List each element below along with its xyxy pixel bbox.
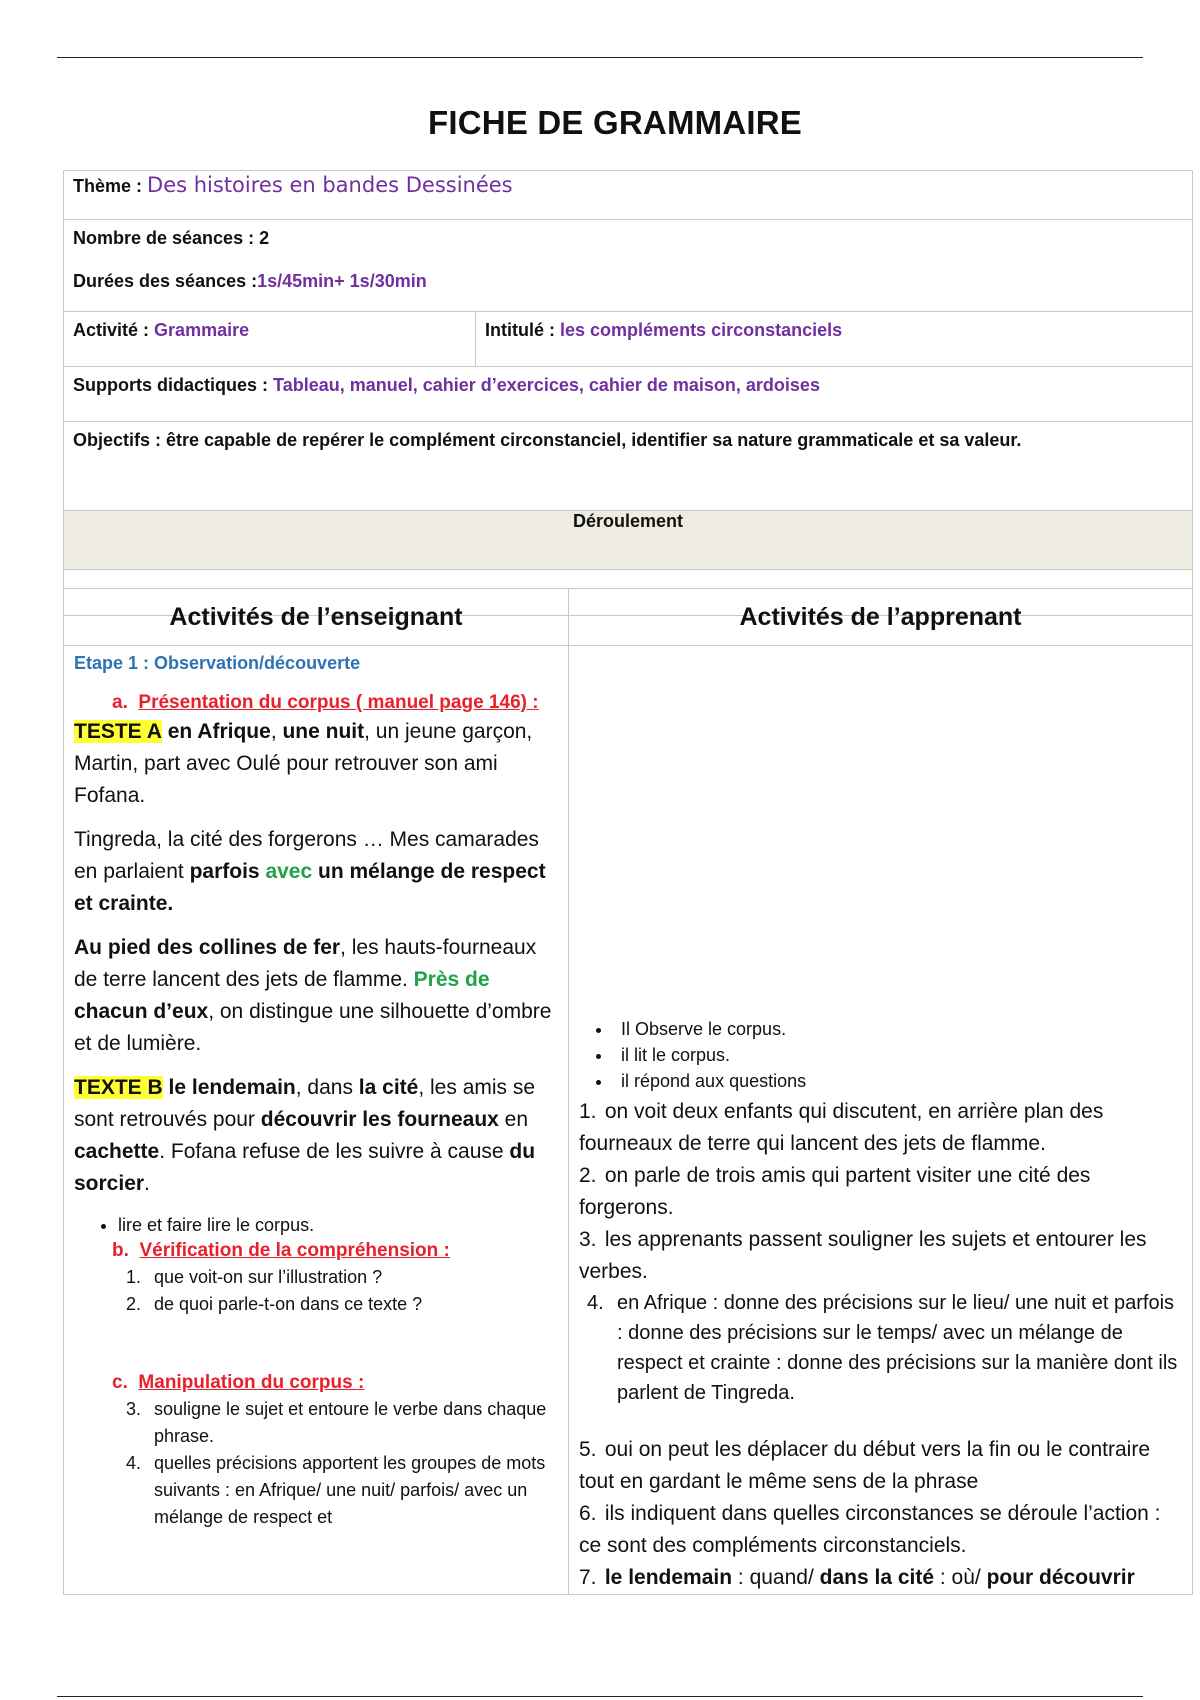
seances-row	[64, 220, 1193, 312]
answer-3-number: 3.	[579, 1228, 597, 1251]
answer-4	[587, 1288, 1182, 1408]
intitule-value: les compléments circonstanciels	[560, 320, 843, 340]
page-title: FICHE DE GRAMMAIRE	[428, 104, 802, 141]
theme-label: Thème :	[73, 176, 143, 196]
header-table	[63, 170, 1193, 616]
p2-bold-1: parfois	[189, 860, 260, 883]
durees-value: 1s/45min+ 1s/30min	[257, 271, 427, 291]
objectifs-text: Objectifs : être capable de repérer le complément circonstanciel, identifier sa nature grammaticale et sa valeur.	[64, 422, 1193, 511]
answer-3	[579, 1224, 1182, 1288]
answer-3-text: les apprenants passent souligner les sujets et entourer les verbes.	[579, 1228, 1147, 1283]
p4-bold-5: du sorcier	[74, 1140, 536, 1195]
section-c-label: Manipulation du corpus :	[138, 1372, 365, 1393]
activite-row	[64, 312, 1193, 367]
p4-bold-2: la cité	[358, 1076, 419, 1099]
manipulation-questions	[74, 1396, 558, 1531]
deroulement-row	[64, 511, 1193, 570]
answer-7-bold-3: pour découvrir	[986, 1566, 1135, 1589]
answer-5-number: 5.	[579, 1438, 597, 1461]
answer-5	[579, 1434, 1182, 1498]
supports-label: Supports didactiques :	[73, 375, 269, 395]
p2-bold-2: un mélange de respect et crainte.	[74, 860, 546, 915]
answer-5-text: oui on peut les déplacer du début vers la fin ou le contraire tout en gardant le même sens de la phrase	[579, 1438, 1151, 1493]
answer-2	[579, 1160, 1182, 1224]
p3-text-2: , on distingue une silhouette d’ombre et de lumière.	[74, 1000, 552, 1055]
texte-b-tag: TEXTE B	[74, 1076, 163, 1099]
teacher-cell	[64, 646, 569, 1595]
section-a-label: Présentation du corpus ( manuel page 146) :	[138, 692, 539, 713]
answer-6-number: 6.	[579, 1502, 597, 1525]
answer-4-number: 4.	[587, 1292, 604, 1314]
list-item: • il répond aux questions	[613, 1068, 1182, 1094]
answer-1	[579, 1096, 1182, 1160]
question-1: 1. que voit-on sur l’illustration ?	[146, 1264, 558, 1291]
p4-text-1: , dans	[295, 1076, 359, 1099]
answer-7-number: 7.	[579, 1566, 597, 1589]
teacher-column-header: Activités de l’enseignant	[64, 589, 569, 646]
section-b-label: Vérification de la compréhension :	[139, 1240, 450, 1261]
p4-text-4: . Fofana refuse de les suivre à cause	[159, 1140, 510, 1163]
section-c	[112, 1370, 558, 1396]
p4-bold-4: cachette	[74, 1140, 160, 1163]
p2-text-1: Tingreda, la cité des forgerons … Mes camarades en parlaient	[74, 828, 539, 883]
texte-a-tag: TESTE A	[74, 720, 162, 743]
theme-row	[64, 171, 1193, 220]
activite-label: Activité :	[73, 320, 150, 340]
deroulement-heading: Déroulement	[64, 511, 1193, 570]
seances-count: Nombre de séances : 2	[73, 228, 270, 248]
answer-6	[579, 1498, 1182, 1562]
learner-column-header: Activités de l’apprenant	[569, 589, 1193, 646]
intitule-label: Intitulé :	[485, 320, 555, 340]
activities-table	[63, 588, 1193, 1595]
reading-bullet-list	[74, 1212, 558, 1238]
paragraph-2	[74, 824, 558, 920]
durees-label: Durées des séances :	[73, 271, 258, 291]
activite-value: Grammaire	[154, 320, 250, 340]
answer-6-text: ils indiquent dans quelles circonstances se déroule l’action : ce sont des compléments circonstanciels.	[579, 1502, 1161, 1557]
answer-2-number: 2.	[579, 1164, 597, 1187]
p1-text-2: , un jeune garçon, Martin, part avec Oulé pour retrouver son ami Fofana.	[74, 720, 533, 807]
list-item: • Il Observe le corpus.	[613, 1016, 1182, 1042]
learner-cell	[569, 646, 1193, 1595]
p3-bold-1: Au pied des collines de fer	[74, 936, 341, 959]
comprehension-questions	[74, 1264, 558, 1318]
answer-7-bold-2: dans la cité	[819, 1566, 935, 1589]
question-2: 2. de quoi parle-t-on dans ce texte ?	[146, 1291, 558, 1318]
answer-7-text-2: : où/	[934, 1566, 987, 1589]
p1-bold-2: une nuit	[282, 720, 365, 743]
etape-heading: Etape 1 : Observation/découverte	[74, 653, 361, 673]
p2-green-1: avec	[265, 860, 313, 883]
learner-bullet-list	[579, 1016, 1182, 1094]
section-c-mark: c.	[112, 1372, 128, 1393]
p4-bold-1: le lendemain	[168, 1076, 296, 1099]
top-rule	[57, 57, 1143, 58]
answer-1-number: 1.	[579, 1100, 597, 1123]
question-4: 4. quelles précisions apportent les groupes de mots suivants : en Afrique/ une nuit/ parfois/ avec un mélange de respect et	[146, 1450, 558, 1531]
bottom-rule	[57, 1696, 1143, 1697]
p4-text-2: , les amis se sont retrouvés pour	[74, 1076, 536, 1131]
theme-value: Des histoires en bandes Dessinées	[147, 173, 513, 197]
paragraph-3	[74, 932, 558, 1060]
activities-body-row	[64, 646, 1193, 1595]
answer-1-text: on voit deux enfants qui discutent, en arrière plan des fourneaux de terre qui lancent des jets de flamme.	[579, 1100, 1104, 1155]
question-3: 3. souligne le sujet et entoure le verbe dans chaque phrase.	[146, 1396, 558, 1450]
objectifs-row	[64, 422, 1193, 511]
section-b	[112, 1238, 558, 1264]
supports-row	[64, 367, 1193, 422]
p3-bold-2: chacun d’eux	[74, 1000, 209, 1023]
p4-text-5: .	[144, 1172, 150, 1195]
section-b-mark: b.	[112, 1240, 129, 1261]
supports-value: Tableau, manuel, cahier d’exercices, cahier de maison, ardoises	[273, 375, 820, 395]
p4-text-3: en	[498, 1108, 529, 1131]
texte-b-paragraph	[74, 1072, 558, 1200]
answer-7-text-1: : quand/	[732, 1566, 820, 1589]
p1-text-1: ,	[270, 720, 283, 743]
section-a-mark: a.	[112, 692, 128, 713]
p1-bold-1: en Afrique	[167, 720, 271, 743]
texte-a-paragraph	[74, 716, 558, 812]
answer-4-text: en Afrique : donne des précisions sur le lieu/ une nuit et parfois : donne des précisions sur le temps/ avec un mélange de respect et crainte : donne des précisions sur la manière dont ils parlent de Tingreda.	[617, 1292, 1178, 1404]
p3-text-1: , les hauts-fourneaux de terre lancent des jets de flamme.	[74, 936, 537, 991]
list-item: • lire et faire lire le corpus.	[118, 1212, 558, 1238]
p4-bold-3: découvrir les fourneaux	[260, 1108, 499, 1131]
p3-green-1: Près de	[413, 968, 490, 991]
answer-7-bold-1: le lendemain	[604, 1566, 733, 1589]
answer-7	[579, 1562, 1182, 1594]
activities-header-row	[64, 589, 1193, 646]
list-item: • il lit le corpus.	[613, 1042, 1182, 1068]
answer-2-text: on parle de trois amis qui partent visiter une cité des forgerons.	[579, 1164, 1091, 1219]
section-a	[112, 692, 558, 714]
